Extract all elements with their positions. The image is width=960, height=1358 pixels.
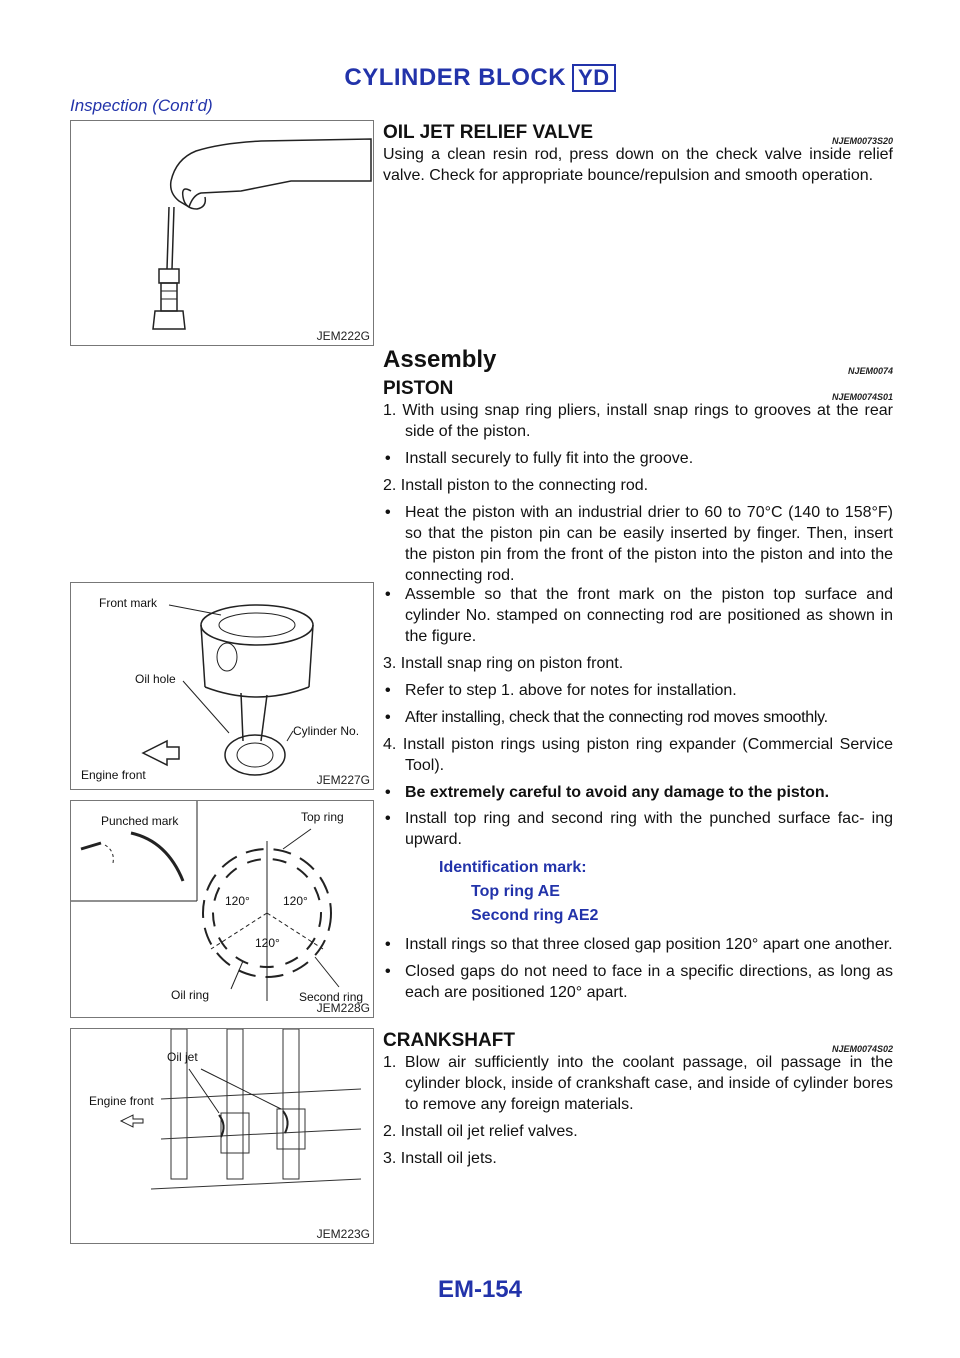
section-piston-cont xyxy=(383,584,893,809)
piston-step-4: 4. Install piston rings using piston ring expander (Commercial Service Tool). xyxy=(383,736,893,774)
piston-bullet-3: • Assemble so that the front mark on the piston top surface and cylinder No. stamped on connecting rod are positioned as shown in the figure. xyxy=(383,584,893,647)
crankshaft-step-1: 1. Blow air sufficiently into the coolant passage, oil passage in the cylinder block, inside of crankshaft case, and inside of cylinder bores to remove any foreign materials. xyxy=(383,1054,893,1113)
label-punched-mark: Punched mark xyxy=(101,814,179,828)
label-front-mark: Front mark xyxy=(99,596,158,610)
piston-rod-illustration xyxy=(71,583,373,789)
piston-bullet-2: • Heat the piston with an industrial drier to 60 to 70°C (140 to 158°F) so that the piston pin can be easily inserted by finger. Then, insert the piston pin from the front of the piston into the piston and into the connecting rod. xyxy=(383,502,893,586)
piston-warning: • Be extremely careful to avoid any damage to the piston. xyxy=(383,782,893,803)
section-title: CYLINDER BLOCK xyxy=(344,64,567,91)
section-oil-jet-relief-valve xyxy=(383,122,893,192)
page-number: EM-154 xyxy=(437,1276,523,1303)
cylinder-block-illustration xyxy=(71,1029,373,1243)
label-top-ring: Top ring xyxy=(301,810,344,824)
figure-id: JEM227G xyxy=(316,773,370,787)
figure-id: JEM222G xyxy=(316,329,370,343)
piston-bullet-4: • Refer to step 1. above for notes for installation. xyxy=(383,680,893,701)
label-oil-ring: Oil ring xyxy=(171,988,210,1002)
figure-piston-assembly xyxy=(70,582,374,790)
engine-badge: YD xyxy=(572,64,616,92)
figure-piston-rings xyxy=(70,800,374,1018)
heading-text: PISTON xyxy=(383,378,454,399)
piston-step-2: 2. Install piston to the connecting rod. xyxy=(383,477,649,494)
label-engine-front: Engine front xyxy=(89,1094,154,1108)
piston-bullet-1: • Install securely to fully fit into the groove. xyxy=(383,448,893,469)
heading-assembly xyxy=(383,346,893,374)
heading-text: Assembly xyxy=(383,346,497,373)
piston-bullet-5: • After installing, check that the connecting rod moves smoothly. xyxy=(383,707,893,728)
figure-id: JEM223G xyxy=(316,1227,370,1241)
heading-oil-jet-relief-valve xyxy=(383,122,893,144)
heading-text: CRANKSHAFT xyxy=(383,1030,515,1051)
identification-mark-label: Identification mark: xyxy=(439,859,587,876)
page-header-title xyxy=(0,64,960,92)
piston-step-3: 3. Install snap ring on piston front. xyxy=(383,655,624,672)
label-angle-right: 120° xyxy=(283,894,308,908)
figure-crankshaft-oil-jets xyxy=(70,1028,374,1244)
ring-gap-illustration xyxy=(71,801,373,1017)
piston-bullet-7: • Install top ring and second ring with the punched surface fac- ing upward. xyxy=(383,808,893,850)
piston-bullet-8: • Install rings so that three closed gap position 120° apart one another. xyxy=(383,934,893,955)
label-cylinder-no: Cylinder No. xyxy=(293,724,360,738)
label-oil-jet: Oil jet xyxy=(167,1050,198,1064)
oil-jet-instructions: Using a clean resin rod, press down on the check valve inside relief valve. Check for appropriate bounce/repulsion and smooth operation. xyxy=(383,146,893,184)
section-code: NJEM0074S02 xyxy=(831,1044,893,1054)
section-piston-rings xyxy=(383,808,893,1009)
page-subtitle: Inspection (Cont’d) xyxy=(70,96,213,115)
section-code: NJEM0073S20 xyxy=(831,136,893,146)
label-second-ring: Second ring xyxy=(299,990,364,1004)
heading-text: OIL JET RELIEF VALVE xyxy=(383,122,594,143)
identification-top-ring: Top ring AE xyxy=(471,883,560,900)
label-engine-front: Engine front xyxy=(81,768,146,782)
section-code: NJEM0074S01 xyxy=(831,392,893,402)
heading-piston xyxy=(383,378,893,400)
label-oil-hole: Oil hole xyxy=(135,672,176,686)
figure-oil-jet-relief-valve xyxy=(70,120,374,346)
heading-crankshaft xyxy=(383,1030,893,1052)
piston-bullet-9: • Closed gaps do not need to face in a specific directions, as long as each are positioned 120° apart. xyxy=(383,961,893,1003)
label-angle-left: 120° xyxy=(225,894,250,908)
piston-step-1: 1. With using snap ring pliers, install snap rings to grooves at the rear side of the piston. xyxy=(383,402,893,440)
identification-second-ring: Second ring AE2 xyxy=(471,907,599,924)
hand-rod-illustration xyxy=(71,121,373,345)
crankshaft-step-3: 3. Install oil jets. xyxy=(383,1150,497,1167)
section-code: NJEM0074 xyxy=(847,366,893,376)
section-assembly xyxy=(383,346,893,592)
section-crankshaft xyxy=(383,1030,893,1175)
label-angle-bottom: 120° xyxy=(255,936,280,950)
figure-id: JEM228G xyxy=(316,1001,370,1015)
crankshaft-step-2: 2. Install oil jet relief valves. xyxy=(383,1123,578,1140)
